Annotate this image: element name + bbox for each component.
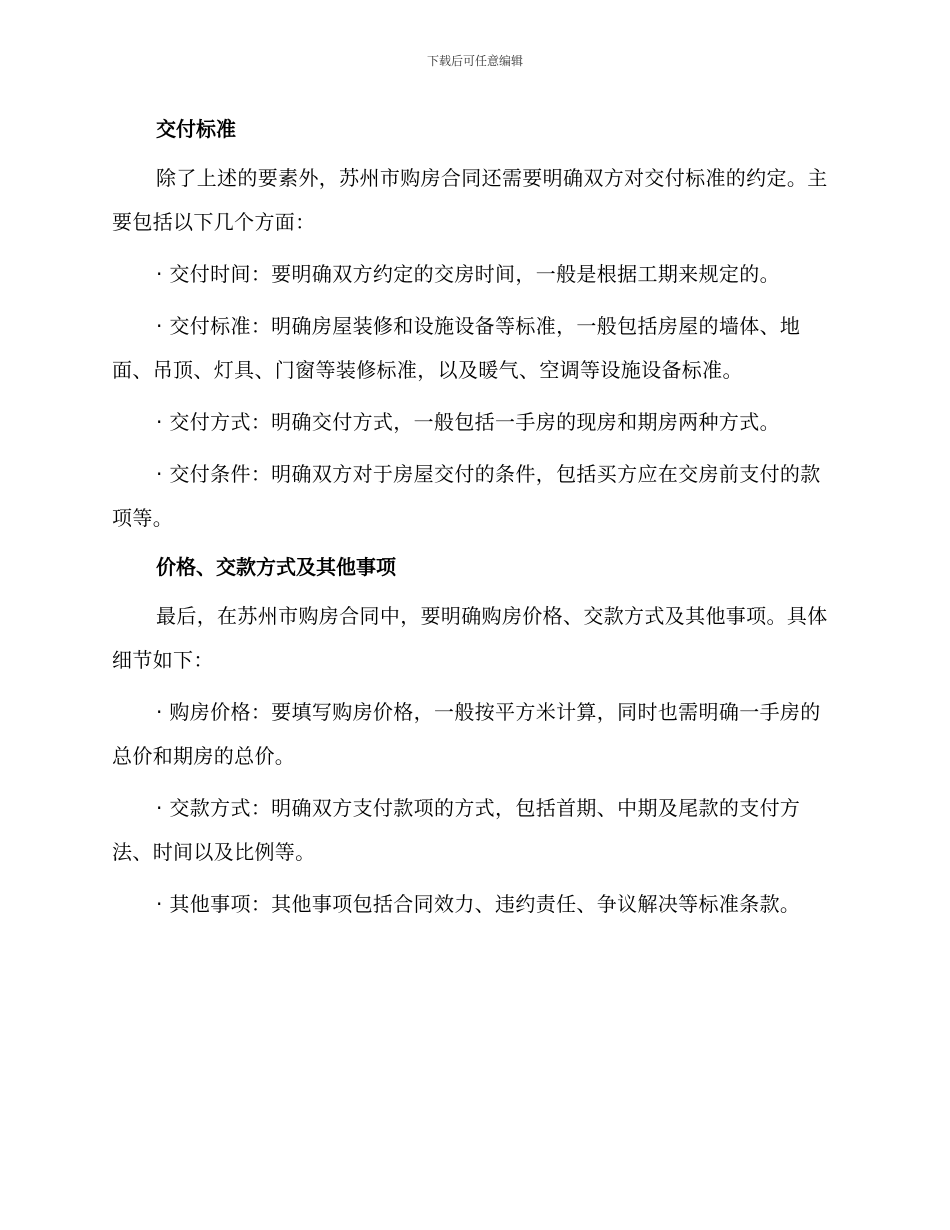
bullet-delivery-standard: · 交付标准：明确房屋装修和设施设备等标准，一般包括房屋的墙体、地面、吊顶、灯具、门窗等装修标准，以及暖气、空调等设施设备标准。: [112, 314, 801, 382]
bullet-other-matters: · 其他事项：其他事项包括合同效力、违约责任、争议解决等标准条款。: [156, 892, 801, 916]
document-body: [112, 110, 828, 926]
section-heading-delivery-standard: 交付标准: [156, 117, 236, 141]
bullet-purchase-price: · 购房价格：要填写购房价格，一般按平方米计算，同时也需明确一手房的总价和期房的总价。: [112, 700, 821, 768]
bullet-payment-method: · 交款方式：明确双方支付款项的方式，包括首期、中期及尾款的支付方法、时间以及比例等。: [112, 796, 801, 864]
section-heading-price-payment: 价格、交款方式及其他事项: [156, 555, 396, 579]
page-header: 下载后可任意编辑: [426, 54, 523, 68]
bullet-delivery-time: · 交付时间：要明确双方约定的交房时间，一般是根据工期来规定的。: [156, 262, 780, 286]
bullet-delivery-method: · 交付方式：明确交付方式，一般包括一手房的现房和期房两种方式。: [156, 410, 780, 434]
section-intro-delivery: 除了上述的要素外，苏州市购房合同还需要明确双方对交付标准的约定。主要包括以下几个方面：: [112, 166, 828, 234]
section-intro-price: 最后，在苏州市购房合同中，要明确购房价格、交款方式及其他事项。具体细节如下：: [112, 604, 828, 672]
bullet-delivery-conditions: · 交付条件：明确双方对于房屋交付的条件，包括买方应在交房前支付的款项等。: [112, 462, 821, 530]
